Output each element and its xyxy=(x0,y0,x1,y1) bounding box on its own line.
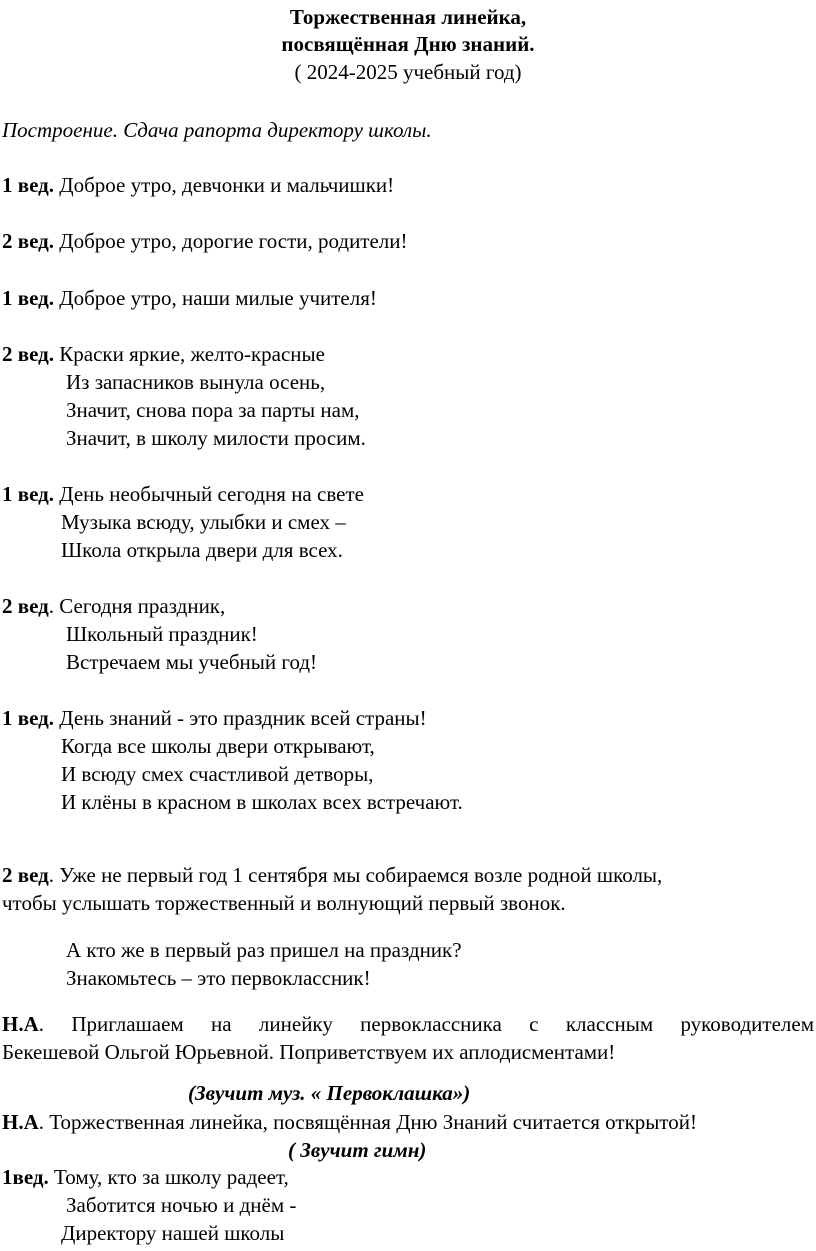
doc-title-line-1: Торжественная линейка, xyxy=(289,5,527,29)
speech-text: Краски яркие, желто-красные xyxy=(54,342,325,366)
speech-text: Доброе утро, девчонки и мальчишки! xyxy=(54,173,395,197)
speaker-label: 2 вед. xyxy=(2,342,55,366)
verse-line: Школьный праздник! xyxy=(66,622,258,646)
verse-line: Заботится ночью и днём - xyxy=(66,1193,297,1217)
stage-direction: ( Звучит гимн) xyxy=(288,1138,427,1162)
speaker-label: 1 вед. xyxy=(2,173,55,197)
speech-line xyxy=(2,1109,697,1135)
verse-line: Из запасников вынула осень, xyxy=(66,370,326,394)
speech-line xyxy=(2,1011,814,1037)
speech-line xyxy=(2,341,325,367)
speaker-label: 2 вед xyxy=(2,863,49,887)
verse-line: И клёны в красном в школах всех встречают. xyxy=(61,790,463,814)
verse-line: Значит, в школу милости просим. xyxy=(66,426,366,450)
verse-line: Знакомьтесь – это первоклассник! xyxy=(66,966,371,990)
verse-line: А кто же в первый раз пришел на праздник? xyxy=(66,938,462,962)
speech-text: Доброе утро, дорогие гости, родители! xyxy=(54,229,408,253)
speaker-label: 1 вед. xyxy=(2,286,55,310)
speech-text: Тому, кто за школу радеет, xyxy=(48,1165,289,1189)
stage-direction: (Звучит муз. « Первоклашка») xyxy=(188,1081,471,1105)
verse-line: Значит, снова пора за парты нам, xyxy=(66,398,360,422)
speech-line xyxy=(2,862,662,888)
verse-line: Встречаем мы учебный год! xyxy=(66,650,318,674)
speech-line xyxy=(2,285,377,311)
speech-line xyxy=(2,593,225,619)
verse-line: Музыка всюду, улыбки и смех – xyxy=(61,510,346,534)
speaker-label: Н.А xyxy=(2,1012,39,1036)
speech-line xyxy=(2,172,394,198)
speaker-label: 1 вед. xyxy=(2,482,55,506)
speech-line xyxy=(2,1164,289,1190)
speech-text: День знаний - это праздник всей страны! xyxy=(54,706,427,730)
speech-line xyxy=(2,481,364,507)
speaker-label: 1 вед. xyxy=(2,706,55,730)
speech-text: День необычный сегодня на свете xyxy=(54,482,364,506)
doc-subtitle-year: ( 2024-2025 учебный год) xyxy=(294,60,522,84)
speech-continuation: Бекешевой Ольгой Юрьевной. Поприветствуем их аплодисментами! xyxy=(2,1040,616,1064)
speech-line xyxy=(2,705,427,731)
verse-line: Когда все школы двери открывают, xyxy=(61,734,375,758)
verse-line: И всюду смех счастливой детворы, xyxy=(61,762,374,786)
intro-stage-direction: Построение. Сдача рапорта директору школы. xyxy=(2,118,432,142)
verse-line: Директору нашей школы xyxy=(61,1221,285,1245)
speech-text: Доброе утро, наши милые учителя! xyxy=(54,286,377,310)
doc-title-line-2: посвящённая Дню знаний. xyxy=(281,32,535,56)
speech-line xyxy=(2,228,408,254)
speaker-label: 2 вед. xyxy=(2,229,55,253)
speaker-label: 1вед. xyxy=(2,1165,49,1189)
speech-text: . Торжественная линейка, посвящённая Дню Знаний считается открытой! xyxy=(38,1110,698,1134)
speaker-label: Н.А xyxy=(2,1110,39,1134)
speech-text: . Сегодня праздник, xyxy=(48,594,226,618)
speech-continuation: чтобы услышать торжественный и волнующий первый звонок. xyxy=(2,891,566,915)
speech-text: . Приглашаем на линейку первоклассника с классным руководителем xyxy=(38,1012,814,1036)
speaker-label: 2 вед xyxy=(2,594,49,618)
verse-line: Школа открыла двери для всех. xyxy=(61,538,343,562)
speech-text: . Уже не первый год 1 сентября мы собираемся возле родной школы, xyxy=(48,863,663,887)
